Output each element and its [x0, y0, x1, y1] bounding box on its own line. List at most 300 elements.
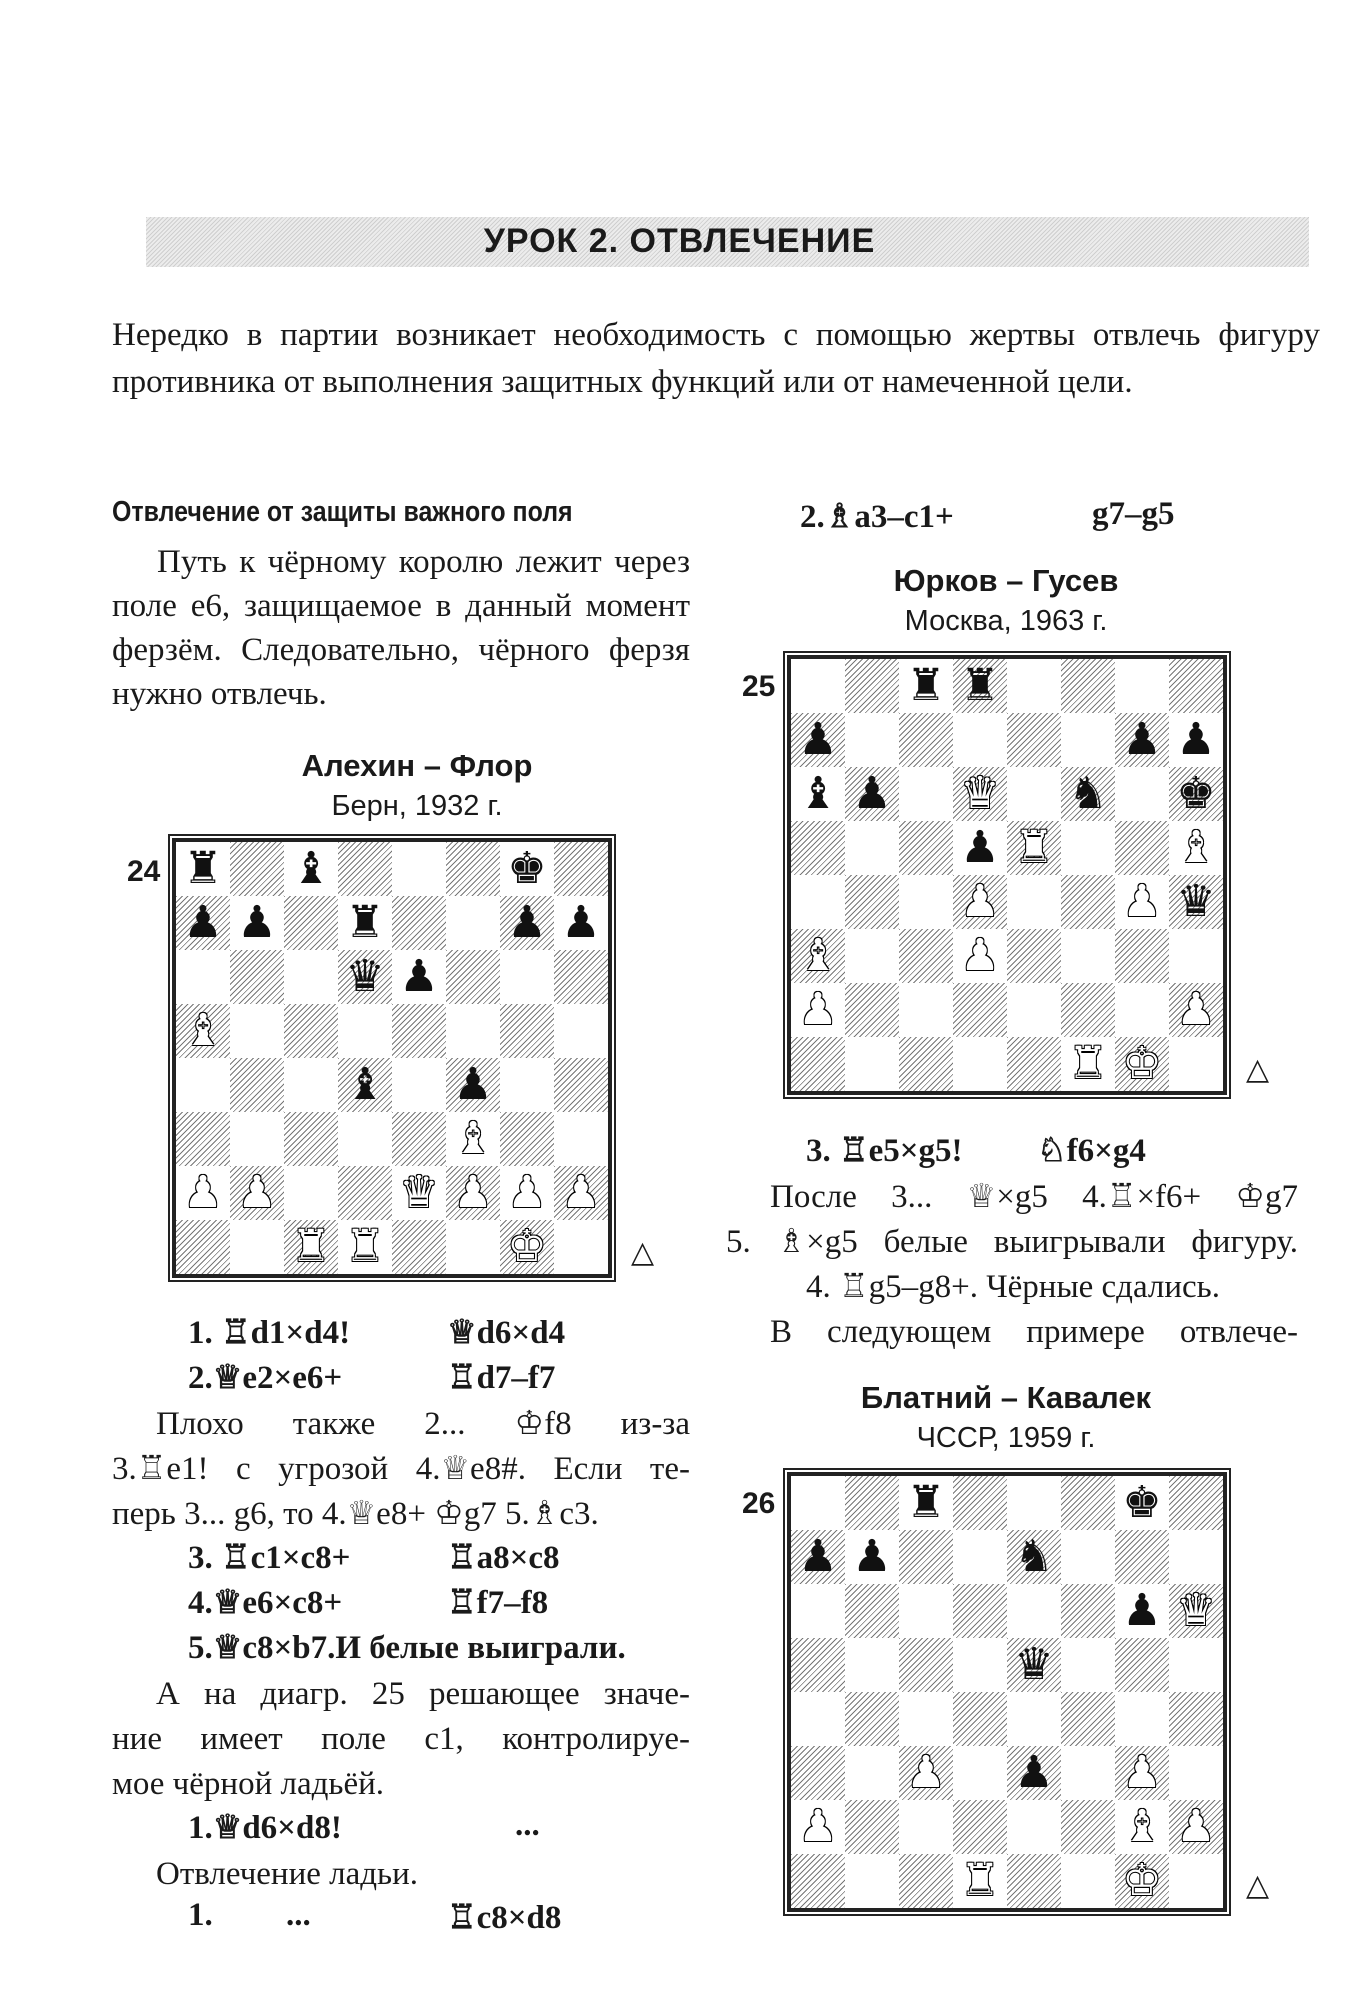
board-square	[791, 1584, 845, 1638]
white-pawn-icon: ♟	[960, 930, 1000, 981]
board-rank	[791, 1692, 1223, 1746]
board-square	[899, 1638, 953, 1692]
board-rank	[791, 1476, 1223, 1530]
board-rank	[791, 875, 1223, 929]
right-comment-line-1: После 3... ♕×g5 4.♖×f6+ ♔g7	[770, 1179, 1298, 1215]
board-square	[1115, 821, 1169, 875]
comment-1-line-1: Плохо также 2... ♔f8 из-за	[156, 1406, 690, 1442]
intro-text: Нередко в партии возникает необходимость с помощью жертвы отвлечь фигуру противника от выполнения защитных функций или от намеченной цели.	[112, 317, 1320, 400]
board-square	[1061, 659, 1115, 713]
black-king-icon: ♚	[507, 843, 547, 894]
board-square	[446, 1220, 500, 1274]
board-rank	[791, 1854, 1223, 1908]
board-square	[500, 1112, 554, 1166]
board-square	[899, 929, 953, 983]
board-square	[1169, 1746, 1223, 1800]
black-queen-icon: ♛	[1014, 1639, 1054, 1690]
board-square	[953, 767, 1007, 821]
board-square	[392, 896, 446, 950]
board-square	[845, 1037, 899, 1091]
board-square	[1061, 1037, 1115, 1091]
board-square	[392, 1004, 446, 1058]
move-6-white: 1.♕d6×d8!	[188, 1810, 342, 1846]
board-square	[284, 1220, 338, 1274]
board-square	[1169, 659, 1223, 713]
board-square	[1007, 929, 1061, 983]
board-square	[176, 1220, 230, 1274]
white-pawn-icon: ♟	[960, 876, 1000, 927]
white-rook-icon: ♜	[960, 1855, 1000, 1906]
board-square	[446, 1058, 500, 1112]
board-square	[1169, 1037, 1223, 1091]
board-square	[176, 1058, 230, 1112]
board-square	[1169, 1584, 1223, 1638]
board-square	[1007, 1037, 1061, 1091]
board-square	[338, 1004, 392, 1058]
board-square	[899, 767, 953, 821]
board-square	[230, 1112, 284, 1166]
section-text: Путь к чёрному королю лежит через поле е6, защищаемое в данный момент ферзём. Следовательно, чёрного ферзя нужно отвлечь.	[112, 544, 690, 712]
right-comment-line-3: 4. ♖g5–g8+. Чёрные сдались.	[806, 1269, 1220, 1305]
board-square	[791, 713, 845, 767]
board-square	[845, 1746, 899, 1800]
black-king-icon: ♚	[1122, 1477, 1162, 1528]
board-square	[500, 1058, 554, 1112]
board-square	[1115, 1476, 1169, 1530]
game24-players: Алехин – Флор	[301, 748, 533, 783]
board-square	[1115, 929, 1169, 983]
board-square	[338, 896, 392, 950]
right-move-3-black: ♘f6×g4	[1037, 1133, 1146, 1169]
board-square	[446, 842, 500, 896]
board-square	[845, 1638, 899, 1692]
board-square	[1007, 1584, 1061, 1638]
board-rank	[791, 1800, 1223, 1854]
diagram-number-24: 24	[127, 855, 161, 888]
black-pawn-icon: ♟	[798, 1531, 838, 1582]
white-pawn-icon: ♟	[561, 1167, 601, 1218]
black-pawn-icon: ♟	[561, 897, 601, 948]
board-square	[845, 929, 899, 983]
black-pawn-icon: ♟	[852, 768, 892, 819]
comment-1-line-2: 3.♖e1! с угрозой 4.♕e8#. Если те-	[112, 1451, 690, 1487]
board-square	[230, 896, 284, 950]
board-square	[392, 1112, 446, 1166]
move-3-white: 3. ♖c1×c8+	[188, 1540, 351, 1576]
board-square	[791, 1037, 845, 1091]
chessboard-25	[787, 655, 1227, 1095]
board-square	[1061, 1476, 1115, 1530]
board-square	[1115, 1854, 1169, 1908]
board-square	[284, 896, 338, 950]
black-pawn-icon: ♟	[852, 1531, 892, 1582]
board-square	[554, 1112, 608, 1166]
board-square	[953, 1692, 1007, 1746]
board-square	[1115, 1037, 1169, 1091]
board-square	[791, 659, 845, 713]
board-rank	[176, 1058, 608, 1112]
section-heading: Отвлечение от защиты важного поля	[112, 496, 573, 528]
game24-place: Берн, 1932 г.	[331, 790, 503, 822]
board-square	[1061, 1584, 1115, 1638]
white-bishop-icon: ♝	[453, 1113, 493, 1164]
black-rook-icon: ♜	[183, 843, 223, 894]
board-square	[1007, 1476, 1061, 1530]
board-square	[1061, 1854, 1115, 1908]
board-rank	[791, 821, 1223, 875]
board-square	[1061, 1530, 1115, 1584]
white-bishop-icon: ♝	[798, 930, 838, 981]
white-bishop-icon: ♝	[183, 1005, 223, 1056]
board-rank	[176, 896, 608, 950]
board-rank	[791, 929, 1223, 983]
board-square	[791, 1746, 845, 1800]
board-square	[791, 1530, 845, 1584]
board-square	[1169, 1530, 1223, 1584]
board-square	[899, 821, 953, 875]
board-square	[845, 713, 899, 767]
board-square	[284, 950, 338, 1004]
black-knight-icon: ♞	[1014, 1531, 1054, 1582]
board-square	[392, 842, 446, 896]
black-pawn-icon: ♟	[399, 951, 439, 1002]
board-square	[1061, 821, 1115, 875]
white-pawn-icon: ♟	[1176, 984, 1216, 1035]
board-square	[1007, 1746, 1061, 1800]
board-square	[1169, 1800, 1223, 1854]
board-square	[554, 1166, 608, 1220]
game26-players: Блатний – Кавалек	[860, 1380, 1152, 1415]
white-pawn-icon: ♟	[507, 1167, 547, 1218]
board-square	[953, 1037, 1007, 1091]
right-comment-line-4: В следующем примере отвлече-	[770, 1314, 1298, 1350]
board-square	[1169, 1638, 1223, 1692]
black-pawn-icon: ♟	[1014, 1747, 1054, 1798]
white-pawn-icon: ♟	[237, 1167, 277, 1218]
white-rook-icon: ♜	[291, 1221, 331, 1272]
board-square	[1115, 875, 1169, 929]
white-rook-icon: ♜	[1068, 1038, 1108, 1089]
move-3-black: ♖a8×c8	[447, 1540, 560, 1576]
board-square	[1061, 1800, 1115, 1854]
board-square	[554, 1004, 608, 1058]
board-square	[899, 1037, 953, 1091]
board-square	[446, 1166, 500, 1220]
board-square	[1169, 983, 1223, 1037]
board-square	[1169, 1476, 1223, 1530]
board-square	[845, 1800, 899, 1854]
board-square	[230, 950, 284, 1004]
board-square	[791, 983, 845, 1037]
board-square	[953, 659, 1007, 713]
board-square	[1061, 875, 1115, 929]
black-knight-icon: ♞	[1068, 768, 1108, 819]
board-square	[1169, 713, 1223, 767]
board-square	[845, 767, 899, 821]
right-comment-line-2: 5. ♗×g5 белые выигрывали фигуру.	[726, 1224, 1298, 1260]
board-square	[953, 1530, 1007, 1584]
black-pawn-icon: ♟	[1122, 714, 1162, 765]
right-top-move-black: g7–g5	[1092, 496, 1175, 532]
black-rook-icon: ♜	[960, 660, 1000, 711]
white-bishop-icon: ♝	[1122, 1801, 1162, 1852]
board-square	[845, 875, 899, 929]
board-square	[1115, 983, 1169, 1037]
board-square	[392, 1220, 446, 1274]
white-king-icon: ♚	[507, 1221, 547, 1272]
board-square	[953, 1800, 1007, 1854]
board-square	[791, 821, 845, 875]
white-pawn-icon: ♟	[1122, 876, 1162, 927]
board-square	[899, 659, 953, 713]
board-square	[845, 983, 899, 1037]
board-rank	[791, 1638, 1223, 1692]
board-square	[500, 842, 554, 896]
white-queen-icon: ♛	[1176, 1585, 1216, 1636]
board-square	[284, 1004, 338, 1058]
board-square	[1169, 767, 1223, 821]
diagram-number-25: 25	[742, 670, 776, 703]
board-square	[500, 1220, 554, 1274]
comment-2-line-2: ние имеет поле с1, контролируе-	[112, 1721, 690, 1757]
board-square	[899, 1584, 953, 1638]
board-square	[1115, 767, 1169, 821]
board-square	[446, 1112, 500, 1166]
board-square	[1169, 821, 1223, 875]
black-queen-icon: ♛	[345, 951, 385, 1002]
board-square	[953, 1638, 1007, 1692]
board-square	[338, 1058, 392, 1112]
board-square	[791, 1854, 845, 1908]
board-square	[338, 842, 392, 896]
board-rank	[791, 767, 1223, 821]
board-square	[1007, 1800, 1061, 1854]
board-square	[392, 950, 446, 1004]
board-square	[230, 1220, 284, 1274]
board-square	[176, 842, 230, 896]
black-pawn-icon: ♟	[183, 897, 223, 948]
board-square	[899, 1746, 953, 1800]
board-square	[953, 875, 1007, 929]
board-square	[1007, 767, 1061, 821]
board-square	[953, 1854, 1007, 1908]
board-square	[1061, 1746, 1115, 1800]
board-rank	[176, 1166, 608, 1220]
board-square	[284, 1058, 338, 1112]
white-to-move-icon-24: △	[631, 1235, 655, 1270]
board-grid-24	[176, 842, 608, 1274]
move-4-black: ♖f7–f8	[447, 1585, 549, 1621]
board-rank	[791, 1746, 1223, 1800]
chessboard-24	[172, 838, 612, 1278]
board-square	[1115, 713, 1169, 767]
board-square	[1169, 1692, 1223, 1746]
white-pawn-icon: ♟	[183, 1167, 223, 1218]
black-bishop-icon: ♝	[291, 843, 331, 894]
board-square	[500, 950, 554, 1004]
board-square	[1007, 1854, 1061, 1908]
board-square	[791, 767, 845, 821]
comment-2-line-3: мое чёрной ладьёй.	[112, 1766, 385, 1802]
board-square	[500, 896, 554, 950]
white-pawn-icon: ♟	[798, 984, 838, 1035]
board-square	[791, 929, 845, 983]
board-square	[845, 659, 899, 713]
black-pawn-icon: ♟	[1176, 714, 1216, 765]
black-pawn-icon: ♟	[1122, 1585, 1162, 1636]
white-pawn-icon: ♟	[798, 1801, 838, 1852]
board-square	[338, 950, 392, 1004]
board-square	[953, 1584, 1007, 1638]
white-king-icon: ♚	[1122, 1855, 1162, 1906]
board-square	[230, 1004, 284, 1058]
board-square	[392, 1058, 446, 1112]
board-square	[1061, 983, 1115, 1037]
board-rank	[791, 659, 1223, 713]
white-pawn-icon: ♟	[1122, 1747, 1162, 1798]
board-square	[1007, 1692, 1061, 1746]
board-square	[899, 713, 953, 767]
board-square	[554, 842, 608, 896]
board-square	[1007, 1530, 1061, 1584]
black-bishop-icon: ♝	[798, 768, 838, 819]
black-pawn-icon: ♟	[798, 714, 838, 765]
board-square	[1007, 1638, 1061, 1692]
board-square	[899, 1800, 953, 1854]
move-5: 5.♕c8×b7.И белые выиграли.	[188, 1630, 626, 1666]
black-pawn-icon: ♟	[960, 822, 1000, 873]
board-square	[1007, 659, 1061, 713]
black-bishop-icon: ♝	[345, 1059, 385, 1110]
board-square	[230, 1166, 284, 1220]
white-pawn-icon: ♟	[1176, 1801, 1216, 1852]
move-1-white: 1. ♖d1×d4!	[188, 1315, 351, 1351]
comment-2-line-1: А на диагр. 25 решающее значе-	[156, 1676, 690, 1712]
board-rank	[791, 1530, 1223, 1584]
move-4-white: 4.♕e6×c8+	[188, 1585, 343, 1621]
board-square	[1007, 875, 1061, 929]
board-rank	[176, 950, 608, 1004]
board-rank	[176, 1112, 608, 1166]
board-square	[1115, 1584, 1169, 1638]
move-2-white: 2.♕e2×e6+	[188, 1360, 343, 1396]
game25-players: Юрков – Гусев	[893, 563, 1119, 598]
board-square	[1007, 821, 1061, 875]
board-square	[899, 875, 953, 929]
board-square	[230, 1058, 284, 1112]
board-square	[845, 1476, 899, 1530]
intro-paragraph	[112, 312, 1320, 406]
board-square	[1115, 1800, 1169, 1854]
board-square	[953, 1746, 1007, 1800]
game25-place: Москва, 1963 г.	[904, 605, 1108, 637]
board-square	[230, 842, 284, 896]
board-square	[791, 1692, 845, 1746]
board-square	[284, 1112, 338, 1166]
board-rank	[791, 983, 1223, 1037]
white-king-icon: ♚	[1122, 1038, 1162, 1089]
lesson-title: УРОК 2. ОТВЛЕЧЕНИЕ	[483, 222, 876, 260]
board-square	[176, 896, 230, 950]
white-to-move-icon-25: △	[1246, 1052, 1270, 1087]
board-square	[446, 950, 500, 1004]
move-2-black: ♖d7–f7	[447, 1360, 556, 1396]
black-pawn-icon: ♟	[237, 897, 277, 948]
move-6-black: ...	[515, 1807, 540, 1843]
board-grid-26	[791, 1476, 1223, 1908]
diagram-number-26: 26	[742, 1487, 776, 1520]
board-square	[845, 1854, 899, 1908]
board-square	[845, 821, 899, 875]
board-square	[1115, 659, 1169, 713]
board-square	[899, 1692, 953, 1746]
board-square	[176, 950, 230, 1004]
comment-1-line-3: перь 3... g6, то 4.♕e8+ ♔g7 5.♗c3.	[112, 1496, 599, 1532]
board-square	[176, 1004, 230, 1058]
board-square	[1115, 1746, 1169, 1800]
board-square	[1007, 713, 1061, 767]
white-rook-icon: ♜	[1014, 822, 1054, 873]
board-square	[1115, 1638, 1169, 1692]
board-square	[1061, 767, 1115, 821]
board-rank	[791, 1584, 1223, 1638]
board-square	[1061, 1692, 1115, 1746]
board-square	[338, 1220, 392, 1274]
board-square	[791, 1476, 845, 1530]
board-square	[791, 875, 845, 929]
board-square	[1061, 929, 1115, 983]
board-square	[953, 983, 1007, 1037]
board-square	[953, 929, 1007, 983]
board-square	[338, 1112, 392, 1166]
white-rook-icon: ♜	[345, 1221, 385, 1272]
move-7-black: ♖c8×d8	[447, 1900, 562, 1936]
board-square	[1061, 713, 1115, 767]
white-pawn-icon: ♟	[906, 1747, 946, 1798]
board-rank	[791, 1037, 1223, 1091]
black-queen-icon: ♛	[1176, 876, 1216, 927]
white-queen-icon: ♛	[399, 1167, 439, 1218]
board-square	[284, 1166, 338, 1220]
board-square	[554, 1058, 608, 1112]
black-pawn-icon: ♟	[507, 897, 547, 948]
board-square	[554, 896, 608, 950]
board-square	[791, 1638, 845, 1692]
board-square	[1169, 929, 1223, 983]
board-square	[500, 1166, 554, 1220]
board-square	[176, 1166, 230, 1220]
board-square	[845, 1692, 899, 1746]
black-rook-icon: ♜	[345, 897, 385, 948]
board-square	[554, 950, 608, 1004]
board-square	[953, 1476, 1007, 1530]
white-queen-icon: ♛	[960, 768, 1000, 819]
black-king-icon: ♚	[1176, 768, 1216, 819]
chessboard-26	[787, 1472, 1227, 1912]
board-square	[791, 1800, 845, 1854]
black-rook-icon: ♜	[906, 1477, 946, 1528]
board-square	[953, 821, 1007, 875]
board-square	[338, 1166, 392, 1220]
board-square	[953, 713, 1007, 767]
board-square	[446, 896, 500, 950]
right-move-3-white: 3. ♖e5×g5!	[806, 1133, 963, 1169]
move-7-number: 1.	[188, 1897, 213, 1933]
white-bishop-icon: ♝	[1176, 822, 1216, 873]
board-square	[899, 1530, 953, 1584]
board-square	[899, 983, 953, 1037]
board-square	[899, 1854, 953, 1908]
